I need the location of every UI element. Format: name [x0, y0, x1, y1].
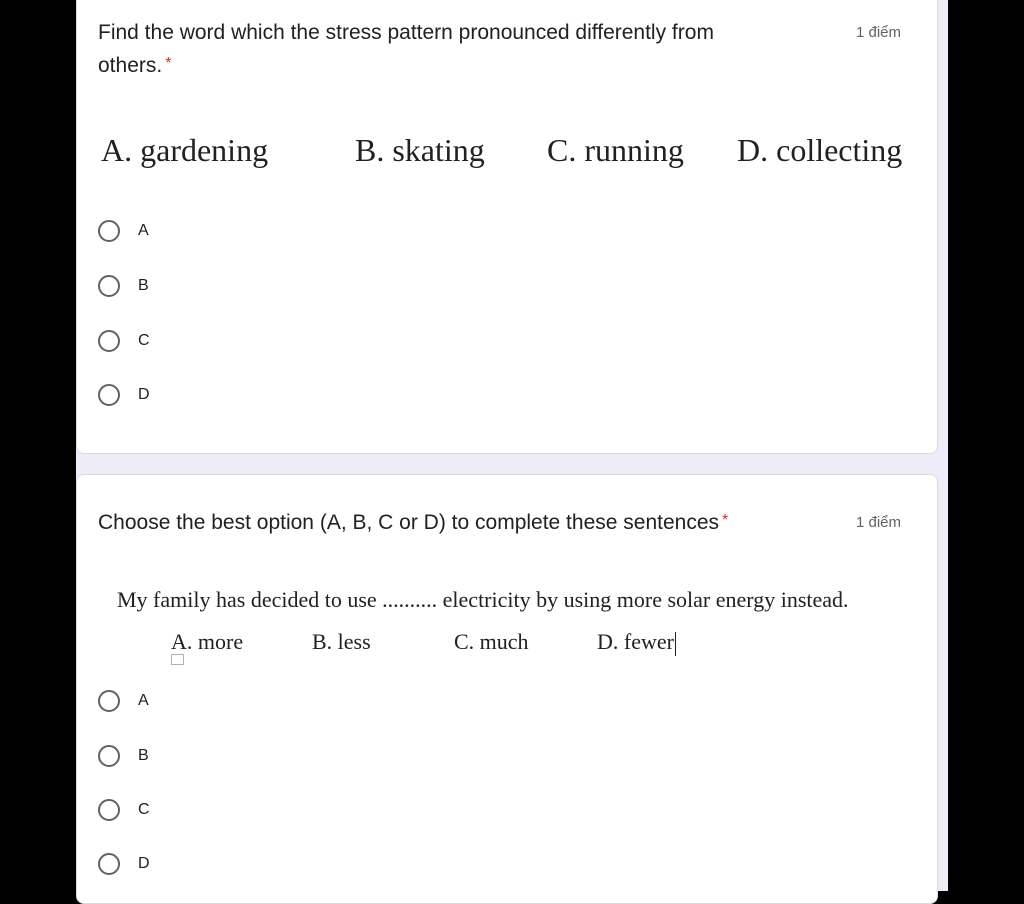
option-label: D: [138, 855, 150, 872]
question-1-points: 1 điểm: [856, 24, 902, 41]
question-2-points: 1 điểm: [856, 514, 902, 531]
radio-button[interactable]: [98, 384, 120, 406]
radio-button[interactable]: [98, 853, 120, 875]
answer-choice-b: B. less: [312, 629, 371, 654]
question-2-sentence: My family has decided to use .......... electricity by using more solar energy instead.: [117, 587, 849, 612]
required-asterisk: *: [165, 55, 172, 72]
radio-button[interactable]: [98, 220, 120, 242]
image-placeholder-icon: [171, 654, 184, 665]
answer-choice-c: C. running: [547, 132, 684, 168]
required-asterisk: *: [722, 512, 729, 529]
answer-choice-d-text: D. fewer: [597, 629, 674, 654]
question-2-option-c[interactable]: [98, 796, 150, 824]
option-label: C: [138, 801, 150, 818]
question-1-title-line-1: Find the word which the stress pattern pronounced differently from: [98, 21, 714, 44]
answer-choice-c: C. much: [454, 629, 529, 654]
radio-button[interactable]: [98, 690, 120, 712]
text-cursor: [675, 632, 676, 656]
question-1-option-c[interactable]: [98, 327, 150, 355]
radio-button[interactable]: [98, 275, 120, 297]
question-2-option-a[interactable]: [98, 687, 149, 715]
question-2-option-b[interactable]: [98, 742, 149, 770]
answer-choice-a: A. gardening: [101, 132, 269, 168]
answer-choice-d: D. collecting: [737, 132, 903, 168]
question-2-option-d[interactable]: [98, 850, 150, 878]
option-label: D: [138, 386, 150, 403]
question-1-option-a[interactable]: [98, 217, 149, 245]
radio-button[interactable]: [98, 330, 120, 352]
radio-button[interactable]: [98, 745, 120, 767]
radio-button[interactable]: [98, 799, 120, 821]
question-2-title: [98, 506, 728, 539]
question-1-option-b[interactable]: [98, 272, 149, 300]
question-1-title-line-2: others.: [98, 54, 163, 77]
question-1-title: [98, 16, 714, 82]
option-label: A: [138, 222, 149, 239]
question-1-option-d[interactable]: [98, 381, 150, 409]
option-label: B: [138, 277, 149, 294]
answer-choice-b: B. skating: [355, 132, 485, 168]
option-label: B: [138, 747, 149, 764]
answer-choice-a: A. more: [171, 629, 244, 654]
question-2-title-text: Choose the best option (A, B, C or D) to complete these sentences: [98, 511, 719, 534]
answer-choice-d: [597, 629, 676, 656]
option-label: C: [138, 332, 150, 349]
option-label: A: [138, 692, 149, 709]
